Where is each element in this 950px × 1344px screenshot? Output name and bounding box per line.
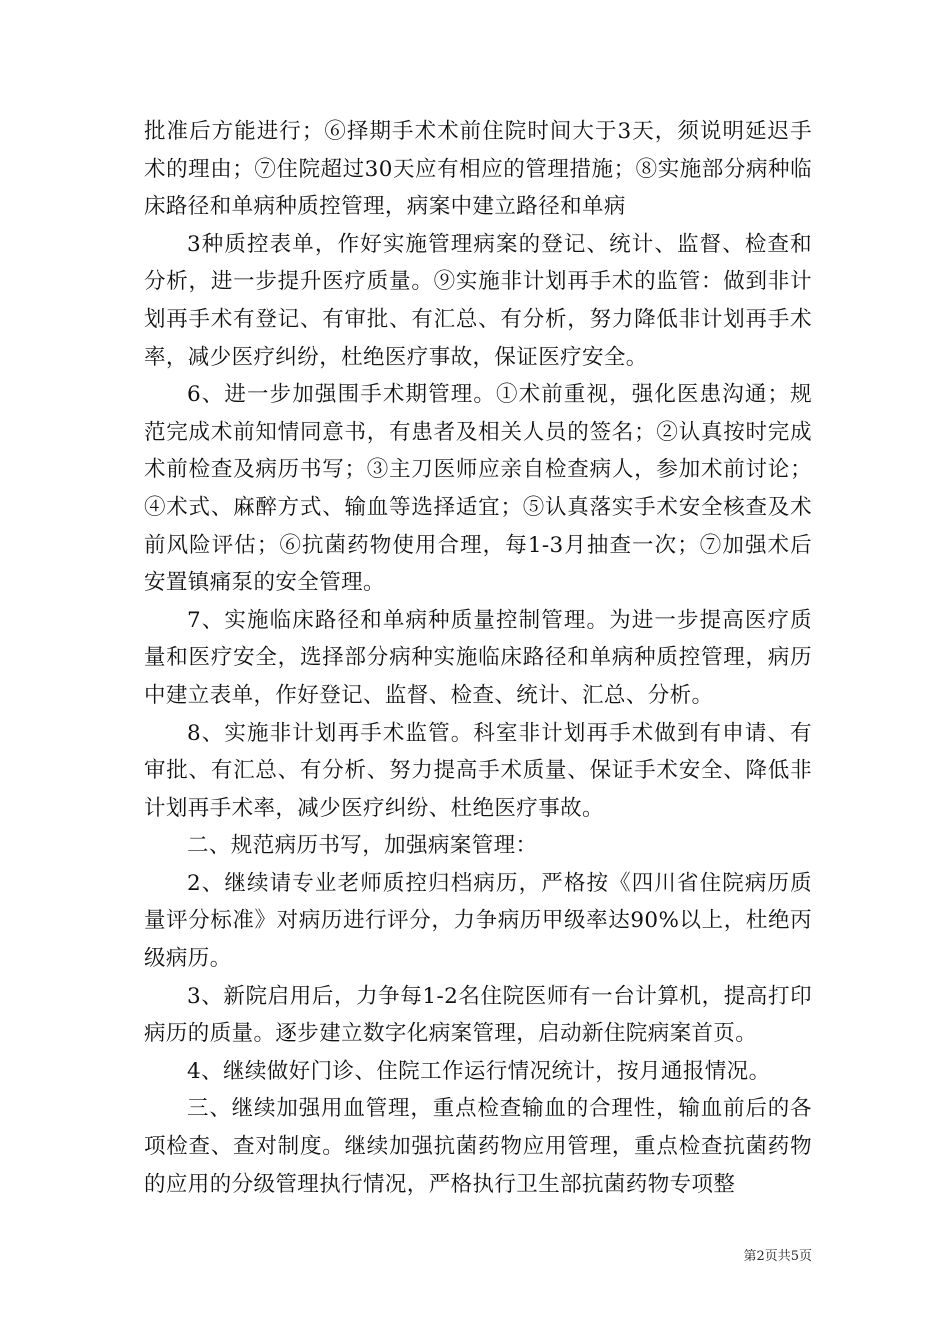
page-number-footer: 第2页共5页 [743, 1249, 812, 1264]
body-text [144, 113, 812, 1203]
paragraph-7: 2、继续请专业老师质控归档病历，严格按《四川省住院病历质量评分标准》对病历进行评分，力争病历甲级率达90%以上，杜绝丙级病历。 [144, 870, 812, 972]
section-heading-2: 二、规范病历书写，加强病案管理： [187, 833, 538, 859]
paragraph-8: 3、新院启用后，力争每1-2名住院医师有一台计算机，提高打印病历的质量。逐步建立数字化病案管理，启动新住院病案首页。 [144, 983, 812, 1047]
paragraph-3: 6、进一步加强围手术期管理。①术前重视，强化医患沟通；规范完成术前知情同意书，有患者及相关人员的签名；②认真按时完成术前检查及病历书写；③主刀医师应亲自检查病人，参加术前讨论；④术式、麻醉方式、输血等选择适宜；⑤认真落实手术安全核查及术前风险评估；⑥抗菌药物使用合理，每1-3月抽查一次；⑦加强术后安置镇痛泵的安全管理。 [144, 382, 812, 596]
paragraph-10: 三、继续加强用血管理，重点检查输血的合理性，输血前后的各项检查、查对制度。继续加强抗菌药物应用管理，重点检查抗菌药物的应用的分级管理执行情况，严格执行卫生部抗菌药物专项整 [144, 1096, 812, 1197]
paragraph-9: 4、继续做好门诊、住院工作运行情况统计，按月通报情况。 [187, 1058, 771, 1084]
paragraph-2: 3种质控表单，作好实施管理病案的登记、统计、监督、检查和分析，进一步提升医疗质量。⑨实施非计划再手术的监管：做到非计划再手术有登记、有审批、有汇总、有分析，努力降低非计划再手术率，减少医疗纠纷，杜绝医疗事故，保证医疗安全。 [144, 231, 812, 370]
paragraph-4: 7、实施临床路径和单病种质量控制管理。为进一步提高医疗质量和医疗安全，选择部分病种实施临床路径和单病种质控管理，病历中建立表单，作好登记、监督、检查、统计、汇总、分析。 [144, 607, 812, 708]
paragraph-1: 批准后方能进行；⑥择期手术术前住院时间大于3天，须说明延迟手术的理由；⑦住院超过30天应有相应的管理措施；⑧实施部分病种临床路径和单病种质控管理，病案中建立路径和单病 [144, 119, 812, 220]
paragraph-5: 8、实施非计划再手术监管。科室非计划再手术做到有申请、有审批、有汇总、有分析、努力提高手术质量、保证手术安全、降低非计划再手术率，减少医疗纠纷、杜绝医疗事故。 [144, 720, 812, 821]
